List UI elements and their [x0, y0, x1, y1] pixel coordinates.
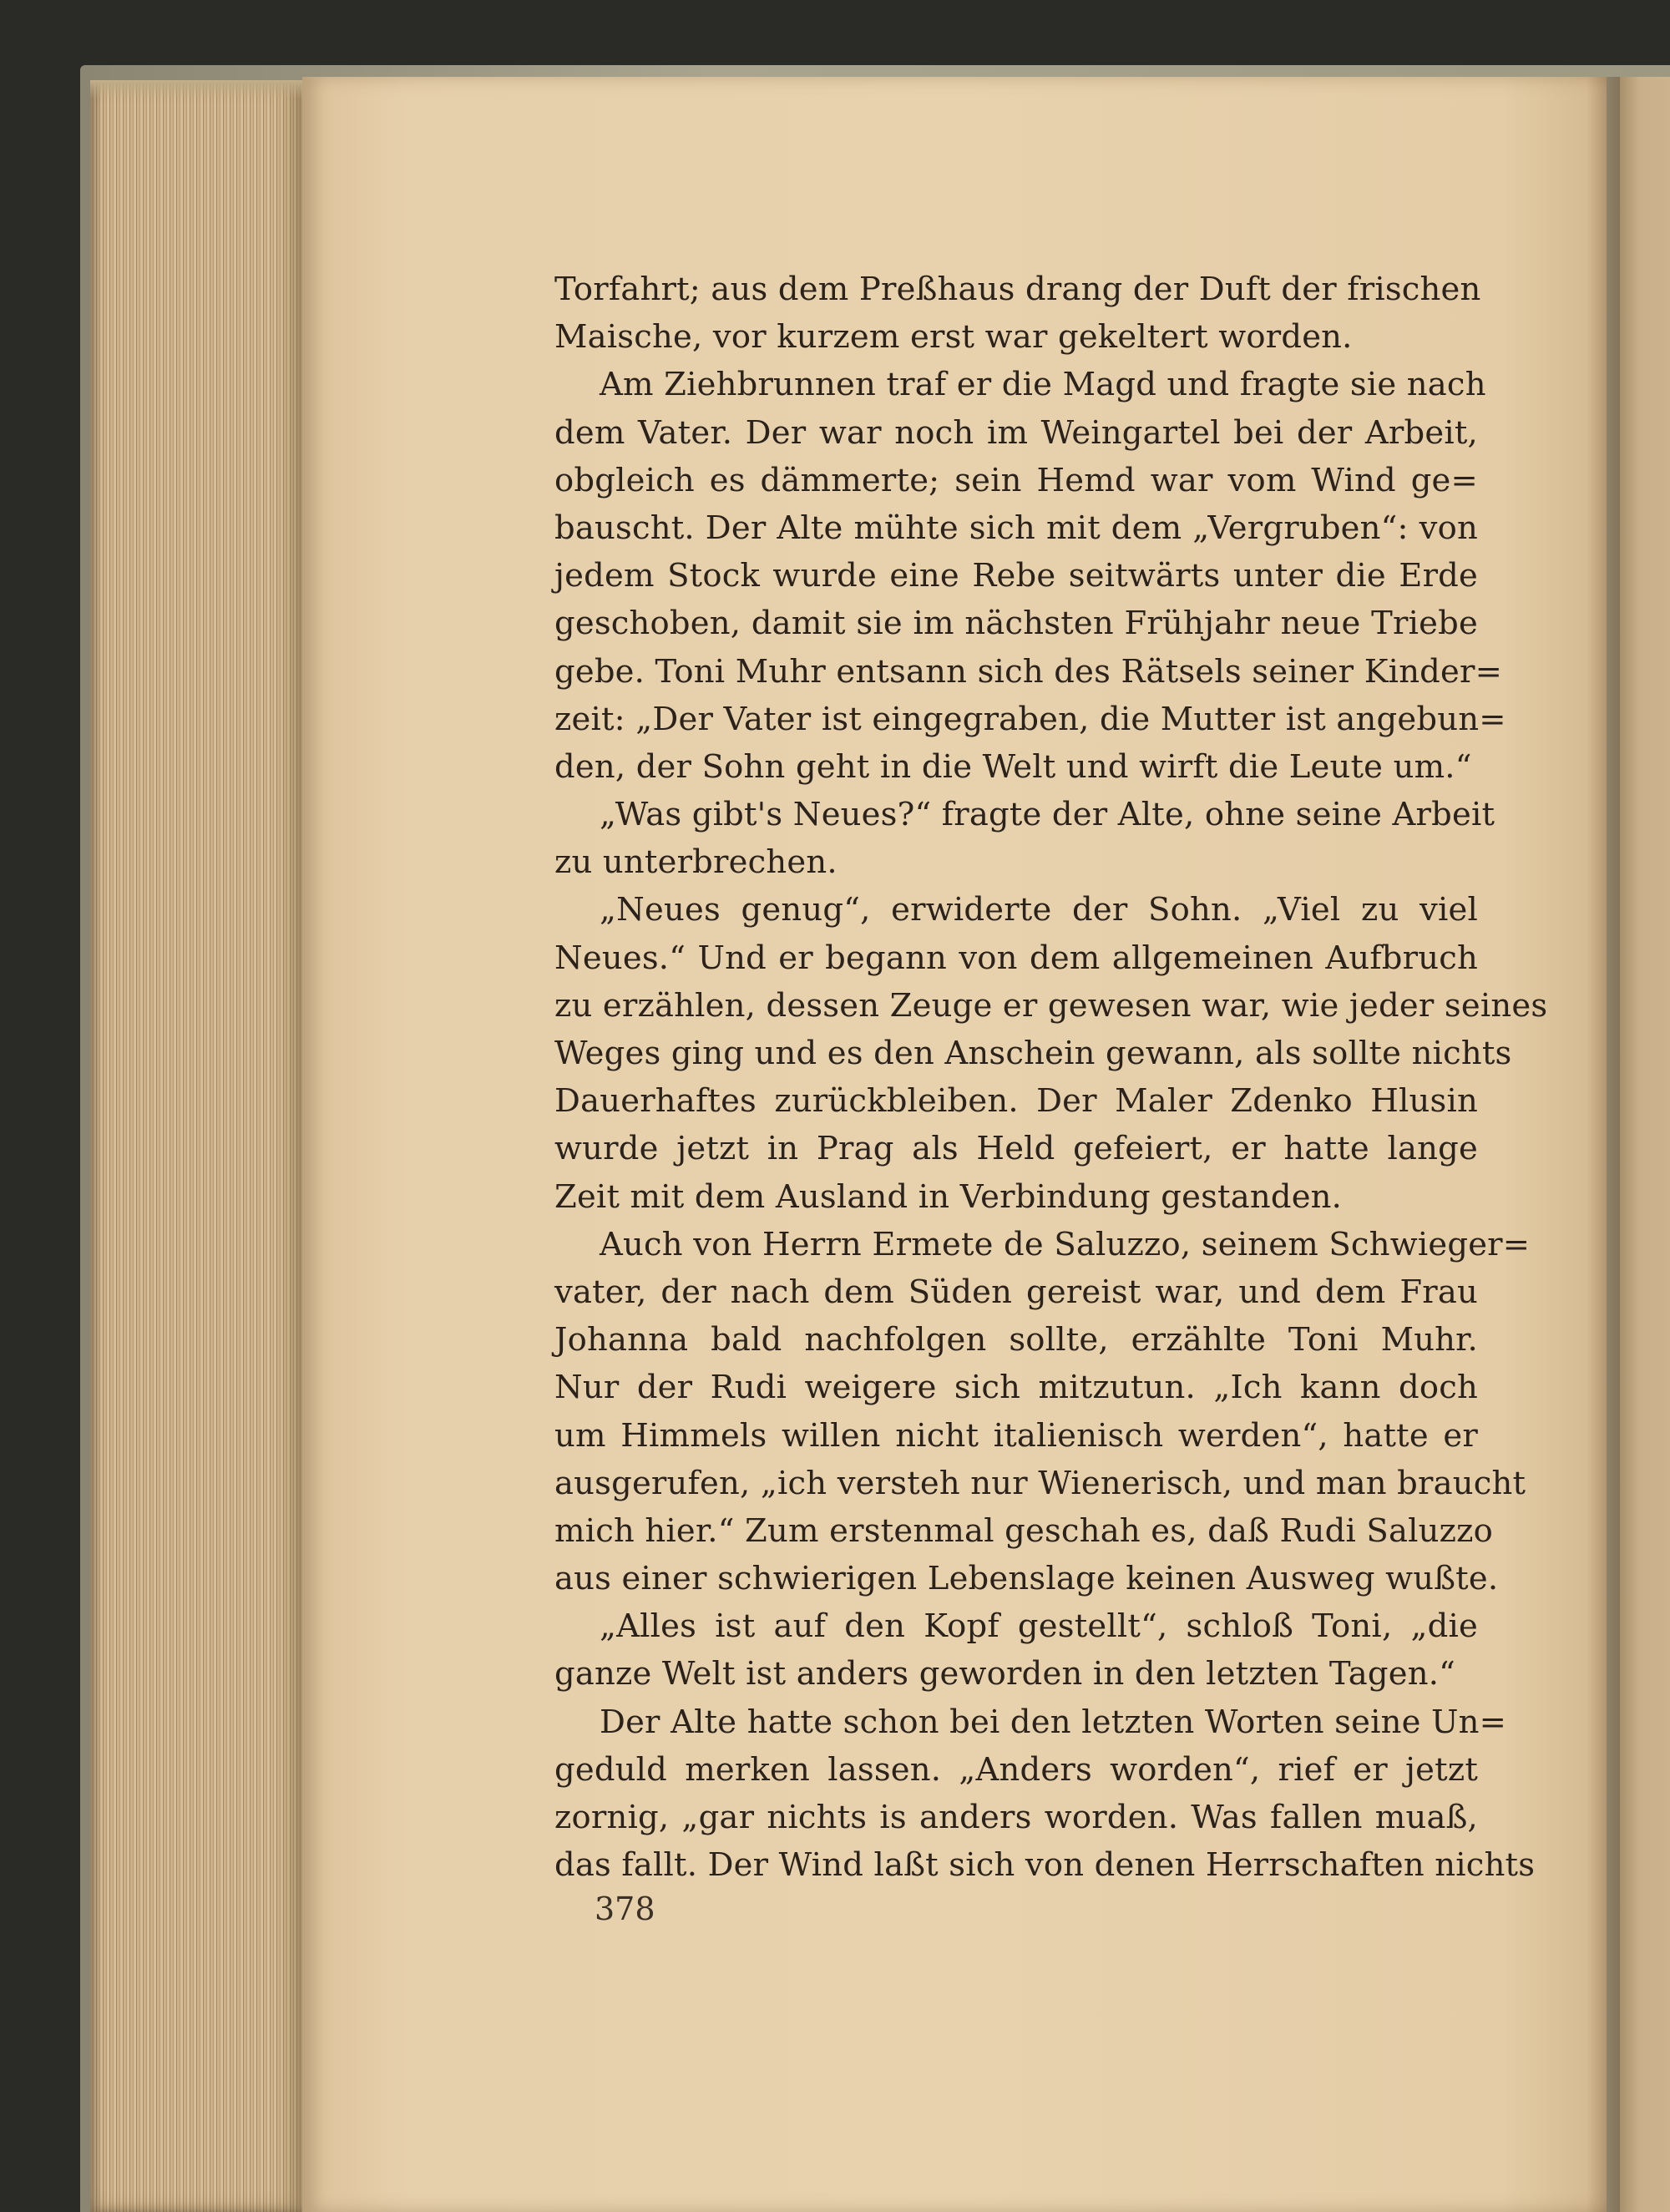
text-line: geduld merken lassen. „Anders worden“, rief er jetzt: [554, 1750, 1478, 1789]
text-line: dem Vater. Der war noch im Weingartel bei der Arbeit,: [554, 413, 1478, 452]
page-number: 378: [595, 1891, 655, 1927]
text-line: zeit: „Der Vater ist eingegraben, die Mutter ist angebun=: [554, 700, 1506, 738]
text-line: Weges ging und es den Anschein gewann, als sollte nichts: [554, 1035, 1512, 1072]
text-line: gebe. Toni Muhr entsann sich des Rätsels seiner Kinder=: [554, 652, 1503, 691]
text-line: aus einer schwierigen Lebenslage keinen Ausweg wußte.: [554, 1560, 1499, 1598]
text-line: Dauerhaftes zurückbleiben. Der Maler Zdenko Hlusin: [554, 1082, 1478, 1121]
text-line: den, der Sohn geht in die Welt und wirft die Leute um.“: [554, 747, 1472, 786]
text-line: wurde jetzt in Prag als Held gefeiert, er hatte lange: [554, 1130, 1478, 1168]
text-line: Johanna bald nachfolgen sollte, erzählte Toni Muhr.: [554, 1321, 1478, 1359]
page-edges: [90, 80, 309, 2212]
text-line: zu erzählen, dessen Zeuge er gewesen war, wie jeder seines: [554, 986, 1548, 1025]
text-line: Maische, vor kurzem erst war gekeltert worden.: [554, 318, 1353, 357]
text-line: ganze Welt ist anders geworden in den letzten Tagen.“: [554, 1655, 1456, 1693]
text-line: bauscht. Der Alte mühte sich mit dem „Vergruben“: von: [554, 509, 1478, 547]
text-line: Der Alte hatte schon bei den letzten Worten seine Un=: [600, 1703, 1507, 1741]
text-line: Am Ziehbrunnen traf er die Magd und fragte sie nach: [600, 366, 1486, 404]
text-line: Nur der Rudi weigere sich mitzutun. „Ich kann doch: [554, 1369, 1478, 1407]
text-line: das fallt. Der Wind laßt sich von denen Herrschaften nichts: [554, 1846, 1536, 1885]
text-line: „Was gibt's Neues?“ fragte der Alte, ohne seine Arbeit: [600, 796, 1495, 834]
text-line: zu unterbrechen.: [554, 843, 838, 882]
text-line: ausgerufen, „ich versteh nur Wienerisch, und man braucht: [554, 1464, 1526, 1502]
page-edges-shading: [90, 80, 309, 99]
text-line: mich hier.“ Zum erstenmal geschah es, daß Rudi Saluzzo: [554, 1511, 1494, 1550]
text-line: Torfahrt; aus dem Preßhaus drang der Duft der frischen: [554, 271, 1481, 308]
text-line: um Himmels willen nicht italienisch werden“, hatte er: [554, 1416, 1478, 1455]
text-line: Auch von Herrn Ermete de Saluzzo, seinem Schwieger=: [600, 1225, 1531, 1263]
page-text: [554, 266, 1548, 1889]
text-line: Zeit mit dem Ausland in Verbindung gestanden.: [554, 1177, 1343, 1216]
text-line: Neues.“ Und er begann von dem allgemeinen Aufbruch: [554, 939, 1478, 977]
text-line: geschoben, damit sie im nächsten Frühjahr neue Triebe: [554, 605, 1478, 643]
text-line: zornig, „gar nichts is anders worden. Was fallen muaß,: [554, 1799, 1478, 1836]
facing-page-edge: [1620, 77, 1670, 2212]
text-line: vater, der nach dem Süden gereist war, und dem Frau: [554, 1273, 1478, 1311]
text-line: „Neues genug“, erwiderte der Sohn. „Viel zu viel: [600, 891, 1478, 929]
text-line: jedem Stock wurde eine Rebe seitwärts unter die Erde: [554, 557, 1478, 595]
page-gutter: [1586, 77, 1620, 2212]
text-line: obgleich es dämmerte; sein Hemd war vom Wind ge=: [554, 461, 1478, 499]
text-line: „Alles ist auf den Kopf gestellt“, schloß Toni, „die: [600, 1607, 1478, 1646]
